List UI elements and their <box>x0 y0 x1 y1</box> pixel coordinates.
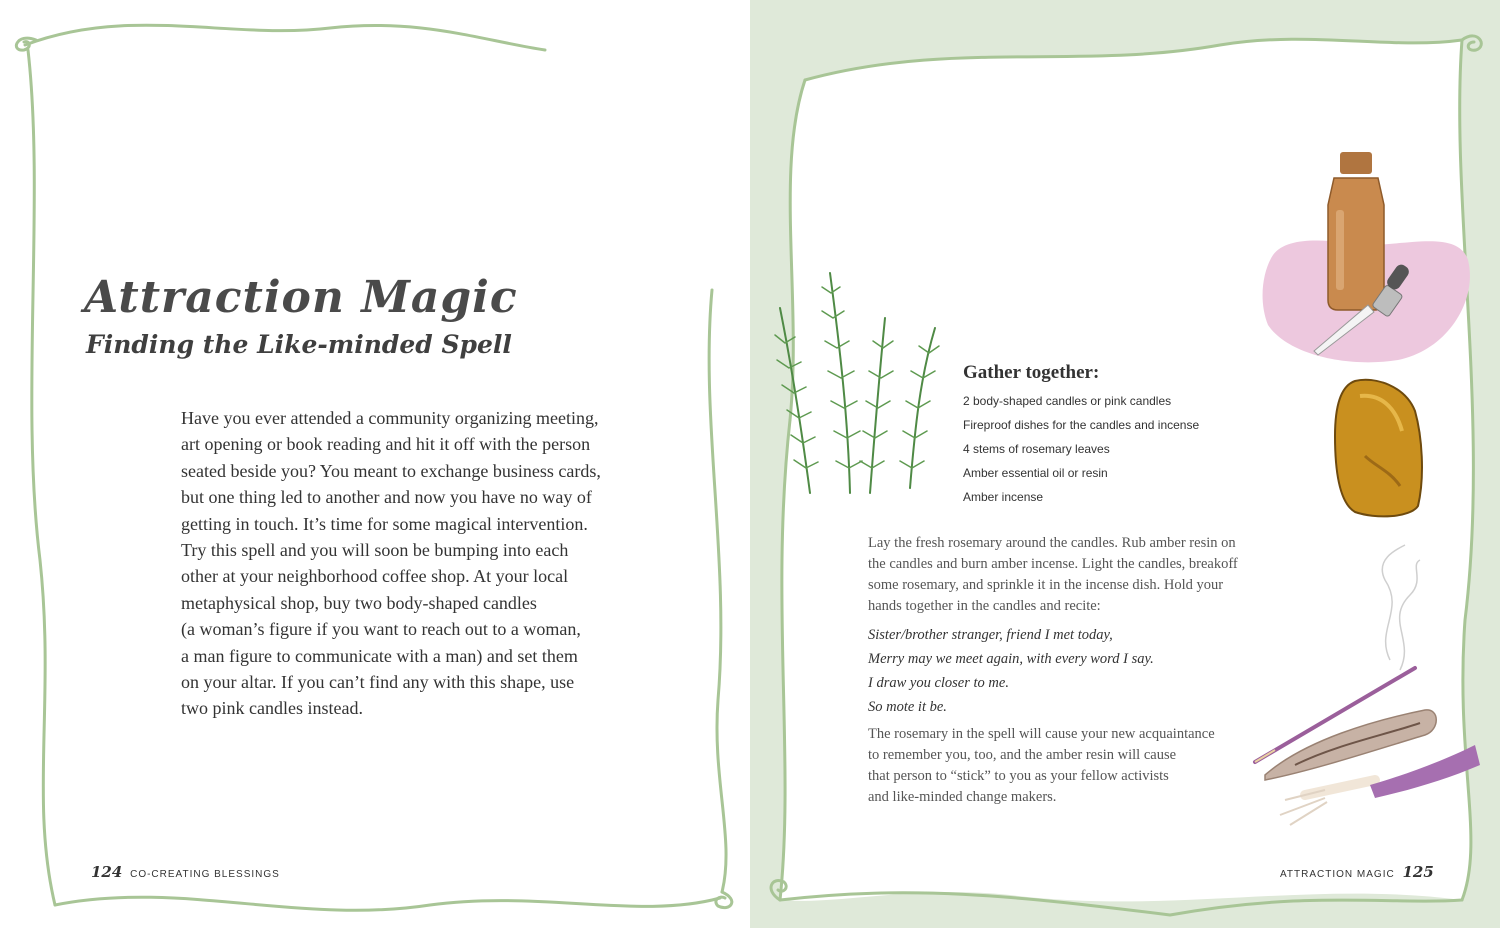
incantation-line: Sister/brother stranger, friend I met today, <box>868 627 1113 643</box>
smoke-icon <box>1382 545 1420 670</box>
closing-line: that person to “stick” to you as your fellow activists <box>868 768 1169 784</box>
intro-line: two pink candles instead. <box>181 698 363 719</box>
intro-line: but one thing led to another and now you have no way of <box>181 487 592 508</box>
intro-line: Try this spell and you will soon be bumping into each <box>181 540 569 561</box>
running-footer: ATTRACTION MAGIC <box>1280 869 1395 880</box>
instructions-paragraph <box>868 533 1278 617</box>
intro-line: Have you ever attended a community organizing meeting, <box>181 408 599 428</box>
intro-line: (a woman’s figure if you want to reach out to a woman, <box>181 619 581 640</box>
closing-line: The rosemary in the spell will cause your new acquaintance <box>868 726 1215 742</box>
intro-line: getting in touch. It’s time for some magical intervention. <box>181 513 588 534</box>
folio-left <box>87 863 280 881</box>
intro-line: on your altar. If you can’t find any with this shape, use <box>181 672 575 693</box>
gather-heading: Gather together: <box>963 362 1100 383</box>
rosemary-icon <box>770 268 945 498</box>
incantation <box>868 625 1154 721</box>
ingredient-item: 2 body-shaped candles or pink candles <box>963 394 1172 408</box>
ingredient-item: Fireproof dishes for the candles and incense <box>963 418 1200 432</box>
running-footer: CO-CREATING BLESSINGS <box>130 869 280 880</box>
essential-oil-bottle-icon <box>1258 150 1480 372</box>
right-page <box>750 0 1500 928</box>
instructions-line: some rosemary, and sprinkle it in the incense dish. Hold your <box>868 577 1224 593</box>
incantation-line: So mote it be. <box>868 699 947 715</box>
intro-line: a man figure to communicate with a man) and set them <box>181 645 578 666</box>
instructions-line: the candles and burn amber incense. Light the candles, breakoff <box>868 556 1238 572</box>
ingredient-list <box>963 392 1199 512</box>
page-title: Attraction Magic <box>84 272 518 323</box>
ingredient-item: 4 stems of rosemary leaves <box>963 442 1110 456</box>
page-number: 124 <box>91 863 123 881</box>
page-number: 125 <box>1402 863 1434 881</box>
intro-line: art opening or book reading and hit it off with the person <box>181 434 591 455</box>
closing-paragraph <box>868 724 1248 808</box>
instructions-line: hands together in the candles and recite: <box>868 598 1101 614</box>
amber-stone-icon <box>1330 376 1425 521</box>
incantation-line: I draw you closer to me. <box>868 675 1009 691</box>
folio-right <box>1280 863 1438 881</box>
incantation-line: Merry may we meet again, with every word I say. <box>868 651 1154 667</box>
closing-line: and like-minded change makers. <box>868 789 1057 805</box>
intro-line: seated beside you? You meant to exchange business cards, <box>181 460 601 481</box>
ingredient-item: Amber incense <box>963 490 1044 504</box>
ingredient-item: Amber essential oil or resin <box>963 466 1108 480</box>
intro-line: other at your neighborhood coffee shop. At your local <box>181 566 569 587</box>
page-subtitle: Finding the Like-minded Spell <box>86 330 512 359</box>
closing-line: to remember you, too, and the amber resin will cause <box>868 747 1177 763</box>
intro-paragraph <box>181 405 651 722</box>
intro-line: metaphysical shop, buy two body-shaped candles <box>181 592 537 613</box>
instructions-line: Lay the fresh rosemary around the candles. Rub amber resin on <box>868 535 1236 551</box>
